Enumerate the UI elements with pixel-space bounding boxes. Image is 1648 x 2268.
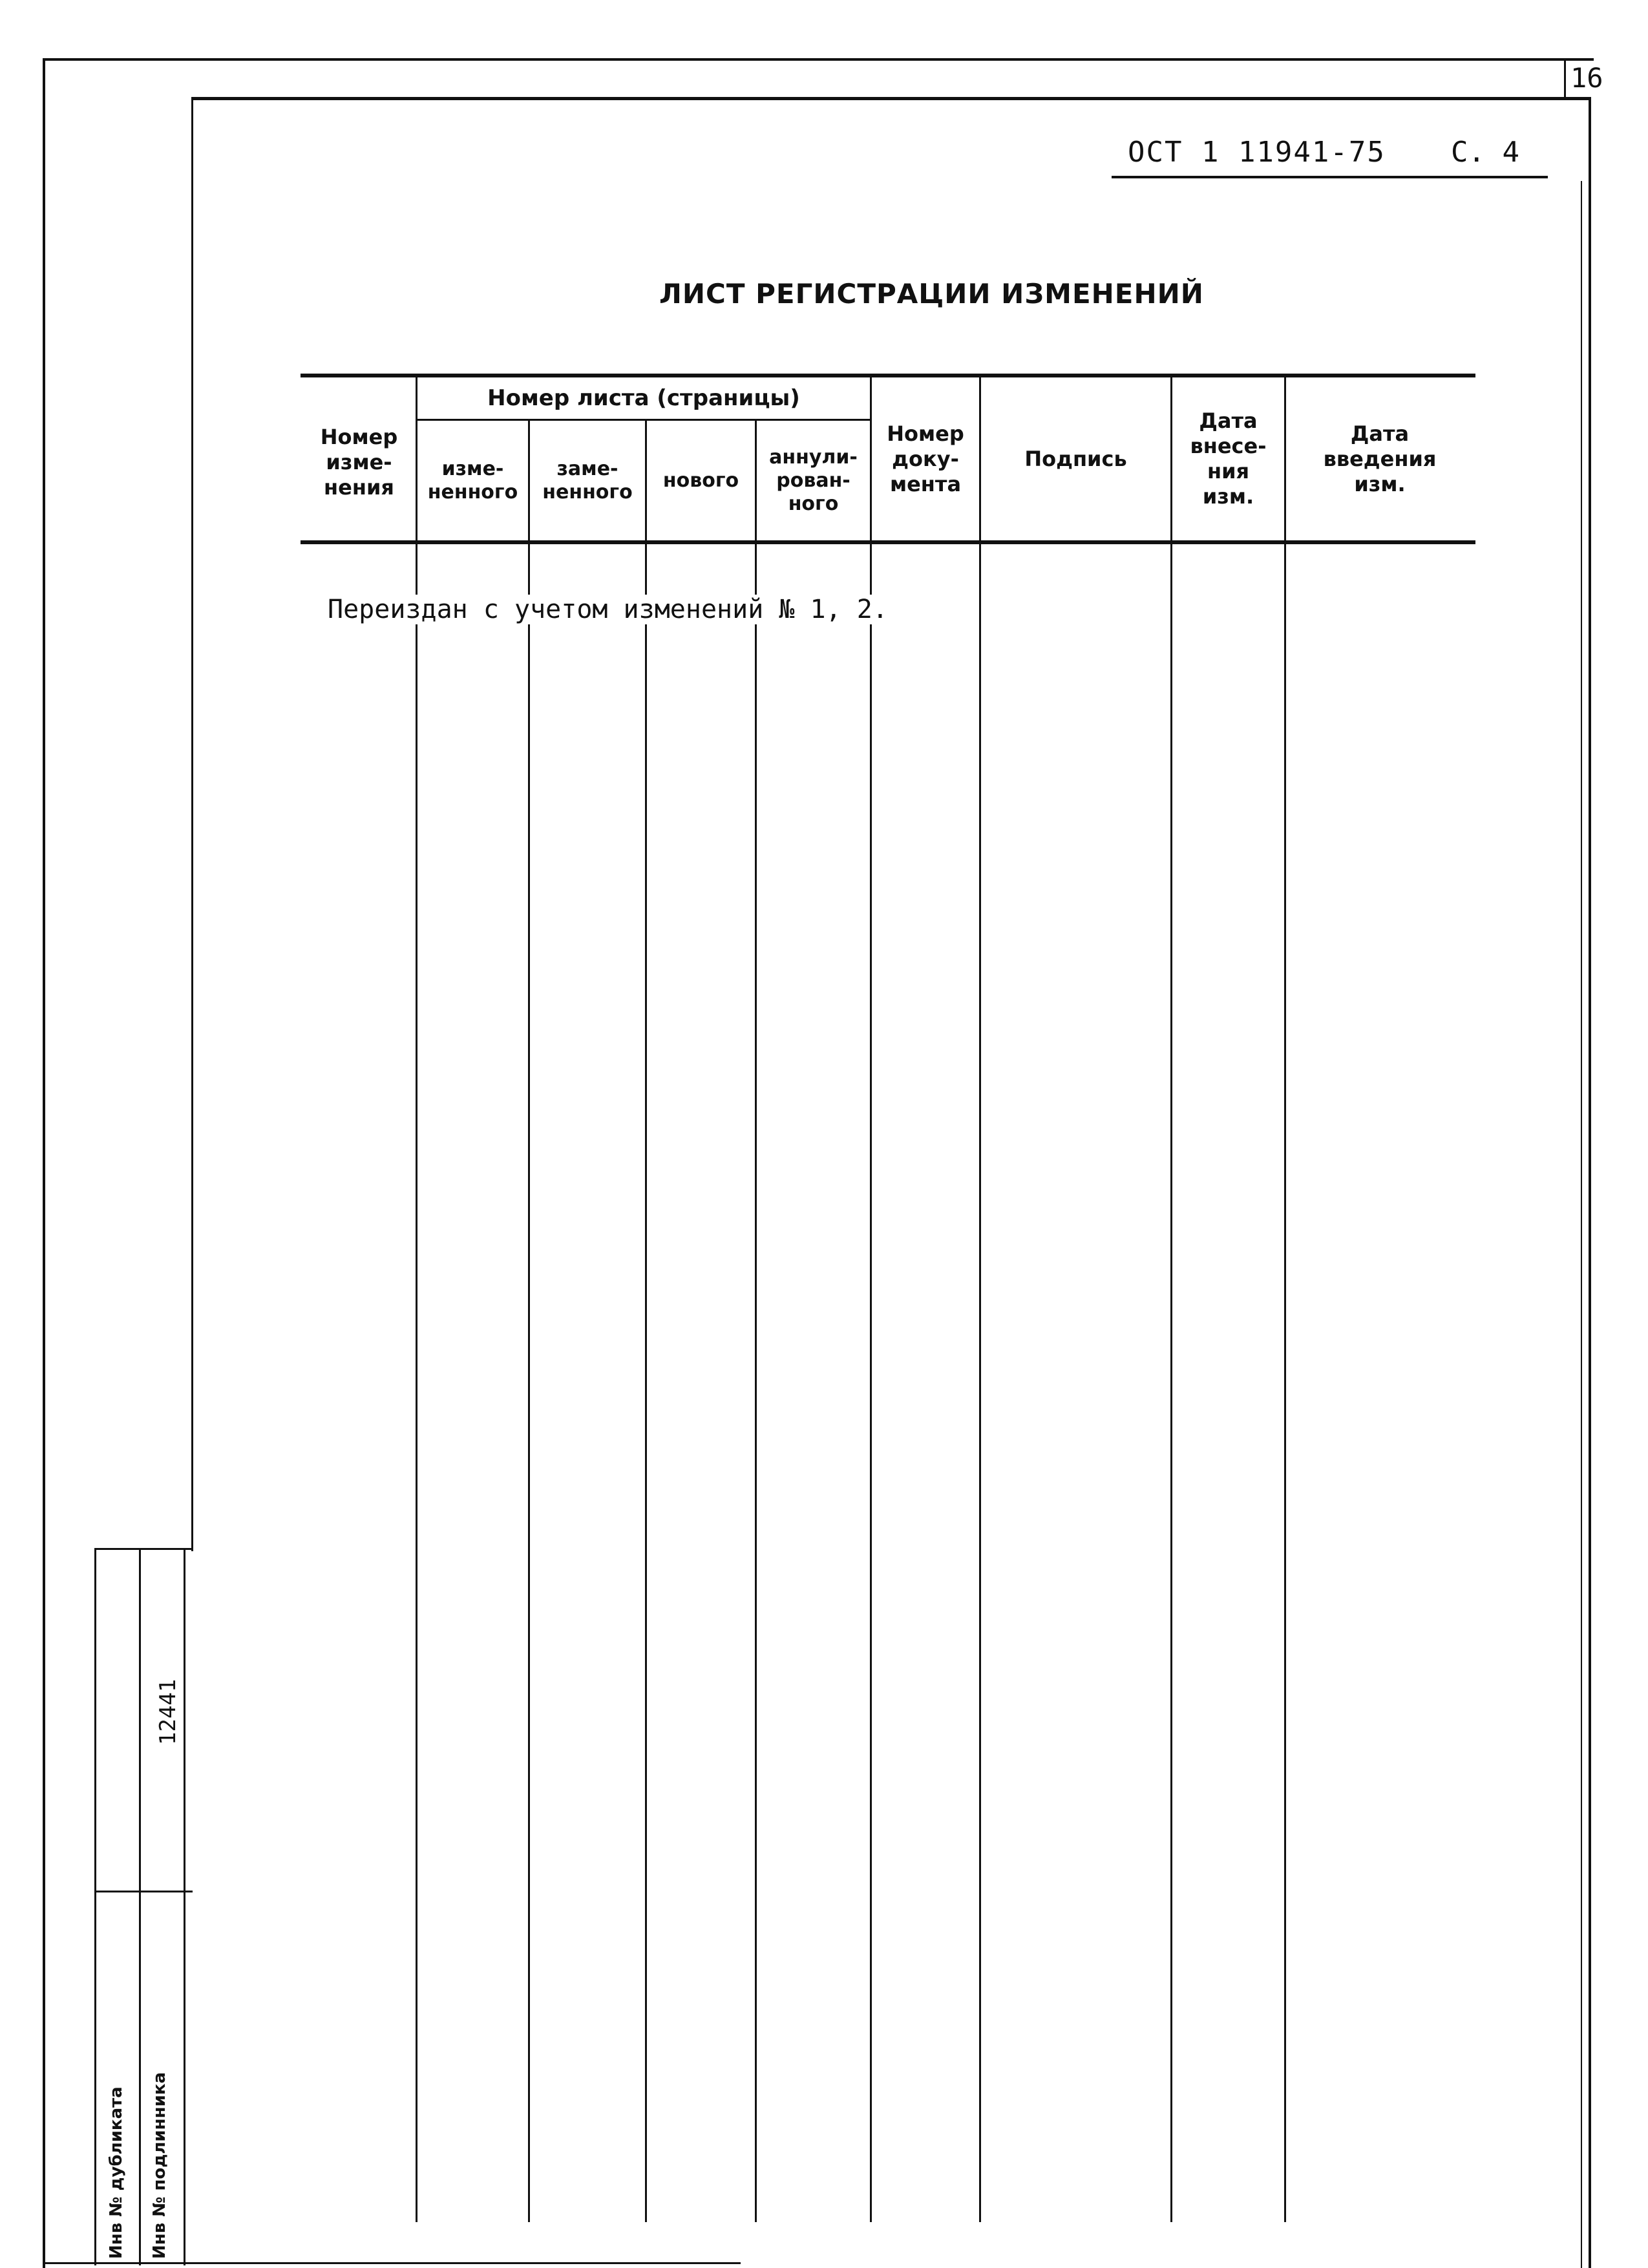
stamp-right bbox=[184, 1548, 185, 2265]
header-entry-date-line-2: внесе- bbox=[1190, 434, 1267, 458]
header-entry-date-line-1: Дата bbox=[1199, 408, 1258, 433]
table-header-bottom-rule bbox=[301, 540, 1475, 544]
stamp-left bbox=[94, 1548, 96, 2265]
header-signature-line-1: Подпись bbox=[1024, 446, 1127, 471]
header-effective-date-line-3: изм. bbox=[1354, 471, 1406, 496]
page-title: ЛИСТ РЕГИСТРАЦИИ ИЗМЕНЕНИЙ bbox=[659, 278, 1204, 310]
header-document-number-line-3: мента bbox=[889, 471, 962, 496]
document-code: ОСТ 1 11941-75 bbox=[1128, 136, 1386, 169]
document-page: С. 4 bbox=[1451, 136, 1519, 169]
header-annulled-line-2: рован- bbox=[776, 469, 850, 492]
sheet-number-box-left bbox=[1564, 58, 1566, 97]
column-separator bbox=[528, 419, 530, 2222]
inner-frame-left bbox=[191, 97, 193, 1551]
header-document-number-line-1: Номер bbox=[887, 421, 964, 446]
header-effective-date-line-1: Дата bbox=[1350, 421, 1410, 446]
header-annulled-line-1: аннули- bbox=[769, 446, 858, 469]
header-change-number-line-2: изме- bbox=[326, 449, 392, 474]
inner-frame-top bbox=[191, 97, 1590, 100]
stamp-duplicate-label: Инв № дубликата bbox=[107, 2086, 126, 2259]
header-change-number-line-3: нения bbox=[324, 474, 394, 500]
outer-frame-bottom bbox=[43, 2262, 741, 2264]
header-replaced-line-2: ненного bbox=[542, 481, 633, 503]
column-separator bbox=[870, 374, 872, 2222]
header-entry-date-line-3: ния bbox=[1207, 459, 1250, 483]
header-entry-date bbox=[1172, 377, 1284, 540]
outer-frame-top bbox=[43, 58, 1594, 61]
header-change-number-line-1: Номер bbox=[320, 424, 398, 449]
outer-frame-left bbox=[43, 58, 45, 2268]
column-separator bbox=[645, 419, 647, 2222]
stamp-divider-horizontal bbox=[94, 1891, 193, 1892]
header-change-number bbox=[302, 388, 416, 536]
header-annulled-line-3: ного bbox=[788, 493, 839, 515]
column-separator bbox=[1284, 374, 1286, 2222]
header-changed-line-1: изме- bbox=[441, 458, 504, 480]
outer-frame-right bbox=[1589, 97, 1591, 2268]
header-replaced bbox=[530, 421, 645, 540]
outer-frame-right-inner bbox=[1581, 181, 1582, 2268]
header-annulled bbox=[757, 421, 870, 540]
header-replaced-line-1: заме- bbox=[556, 458, 618, 480]
column-separator bbox=[416, 374, 417, 2222]
header-document-number-line-2: доку- bbox=[892, 446, 959, 471]
sheet-number: 16 bbox=[1570, 62, 1603, 94]
header-underline bbox=[1112, 176, 1548, 178]
header-entry-date-line-4: изм. bbox=[1202, 484, 1254, 509]
header-sheet-number-group: Номер листа (страницы) bbox=[487, 385, 800, 411]
header-changed-line-2: ненного bbox=[427, 481, 518, 503]
header-signature bbox=[981, 377, 1170, 540]
group-header-rule bbox=[417, 419, 871, 421]
stamp-original-value: 12441 bbox=[155, 1679, 181, 1745]
stamp-divider-vertical bbox=[139, 1548, 141, 2265]
header-document-number bbox=[872, 377, 979, 540]
header-effective-date-line-2: введения bbox=[1323, 446, 1437, 471]
reissue-note: Переиздан с учетом изменений № 1, 2. bbox=[328, 595, 888, 624]
header-new bbox=[647, 421, 755, 540]
column-separator bbox=[1170, 374, 1172, 2222]
stamp-top bbox=[94, 1548, 193, 1550]
header-new-line-1: нового bbox=[662, 469, 739, 492]
column-separator bbox=[979, 374, 981, 2222]
header-effective-date bbox=[1286, 377, 1474, 540]
header-changed bbox=[417, 421, 528, 540]
stamp-original-label: Инв № подлинника bbox=[150, 2072, 169, 2259]
column-separator bbox=[755, 419, 757, 2222]
